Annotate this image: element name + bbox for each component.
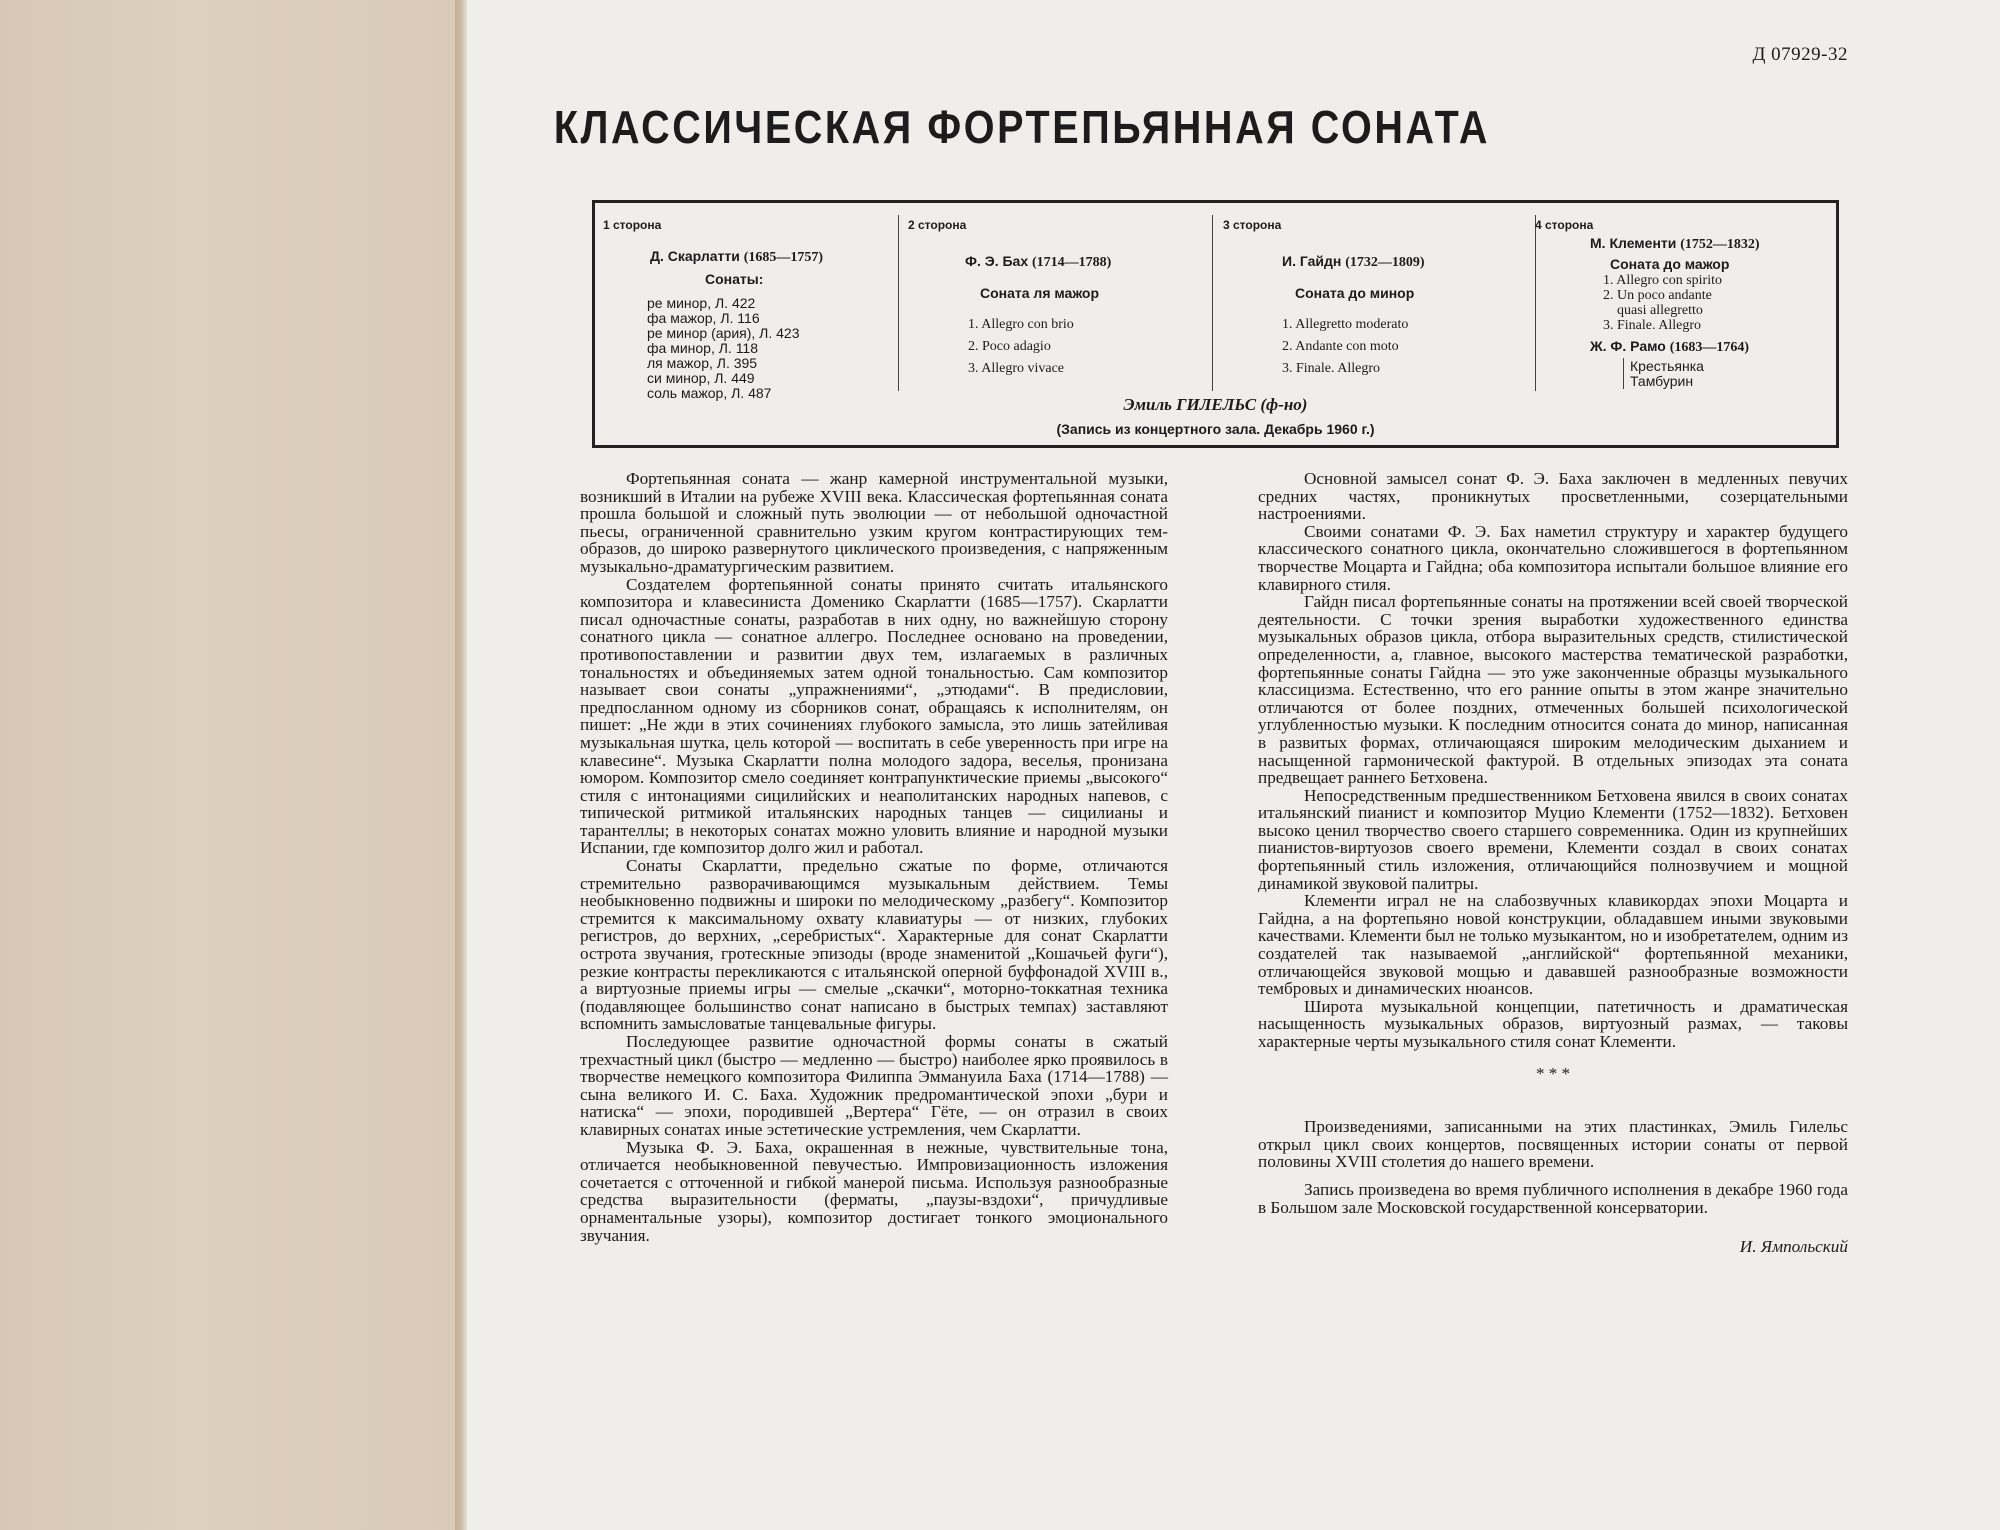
track-item: соль мажор, Л. 487 [647, 385, 772, 401]
side-4 [1527, 213, 1837, 393]
text-column-left [580, 470, 1168, 1244]
composer-years: (1685—1757) [743, 250, 824, 265]
composer-years: (1732—1809) [1345, 255, 1425, 270]
composer-years: (1752—1832) [1680, 237, 1760, 252]
composer-name: И. Гайдн [1282, 253, 1342, 269]
composer-years: (1714—1788) [1032, 255, 1112, 270]
track-item: ля мажор, Л. 395 [647, 355, 758, 371]
track-item: 1. Allegretto moderato [1282, 317, 1409, 332]
track-item: quasi allegretto [1617, 303, 1703, 318]
paragraph: Клементи играл не на слабозвучных клавикордах эпохи Моцарта и Гайдна, а на фортепьяно новой конструкции, обладавшем иными звуковыми качествами. Клементи был не только музыкантом, но и изобретателем, одним из создателей так называемой „английской“ фортепьянной механики, отличающейся звуковой мощью и дававшей разнообразные возможности тембровых и динамических нюансов. [1258, 891, 1848, 999]
side-1 [595, 213, 895, 401]
paragraph: Произведениями, записанными на этих пластинках, Эмиль Гилельс открыл цикл своих концертов, посвященных истории сонаты от первой половины XVIII столетия до нашего времени. [1258, 1117, 1848, 1172]
track-item: 3. Finale. Allegro [1603, 318, 1701, 333]
track-item: фа мажор, Л. 116 [647, 310, 760, 326]
track-item: 3. Allegro vivace [968, 361, 1065, 376]
paragraph: Гайдн писал фортепьянные сонаты на протяжении всей своей творческой деятельности. С точки зрения выработки художественного единства музыкальных образов цикла, отбора выразительных средств, стилистической определенности, а, главное, высокого мастерства тематической разработки, фортепьянные сонаты Гайдна — это уже законченные образцы музыкального классицизма. Естественно, что его ранние опыты в этом жанре значительно отличаются от более поздних, отмеченных большей психологической углубленностью музыки. К последним относится соната до минор, написанная в развитых формах, отличающаяся широким мелодическим дыханием и насыщенной гармонической фактурой. В отдельных эпизодах эта соната предвещает раннего Бетховена. [1258, 592, 1848, 788]
track-item: 1. Allegro con brio [968, 317, 1074, 332]
paragraph: Широта музыкальной концепции, патетичность и драматическая насыщенность музыкальных образов, виртуозный размах, — таковы характерные черты музыкального стиля сонат Клементи. [1258, 996, 1848, 1051]
side-4-label: 4 сторона [1535, 218, 1594, 232]
side-3-composer [1282, 253, 1425, 271]
side-3-heading: Соната до минор [1295, 285, 1415, 301]
sleeve-cardboard [0, 0, 455, 1530]
side-divider [1212, 215, 1213, 391]
paragraph: Музыка Ф. Э. Баха, окрашенная в нежные, чувствительные тона, отличается необыкновенной певучестью. Импровизационность изложения сочетается с отточенной и гибкой манерой письма. Используя разнообразные средства выразительности (ферматы, „паузы-вздохи“, причудливые орнаментальные узоры), композитор достигает тонкого эмоционального звучания. [580, 1137, 1168, 1245]
paragraph: Сонаты Скарлатти, предельно сжатые по форме, отличаются стремительно разворачивающимся музыкальным действием. Темы необыкновенно подвижны и широки по мелодическому „разбегу“. Композитор стремится к максимальному охвату клавиатуры — от низких, глубоких регистров, до верхних, „серебристых“. Характерные для сонат Скарлатти острота звучания, гротескные эпизоды (вроде знаменитой „Кошачьей фуги“), резкие контрасты перекликаются с итальянской оперной буффонадой XVIII в., а виртуозные приемы игры — смелые „скачки“, моторно-токкатная техника (подавляющее большинство сонат написано в быстрых темпах) заставляют вспомнить замысловатые танцевальные фигуры. [580, 856, 1168, 1034]
track-item: 3. Finale. Allegro [1282, 361, 1380, 376]
side-2-composer [965, 253, 1111, 271]
side-4-composer-2 [1590, 338, 1749, 356]
track-item: Крестьянка [1623, 358, 1704, 374]
performer: Эмиль ГИЛЕЛЬС (ф-но) [1123, 395, 1308, 414]
text-column-right [1258, 470, 1848, 1256]
paragraph: Основной замысел сонат Ф. Э. Баха заключен в медленных певучих средних частях, проникнутых просветленными, созерцательными настроениями. [1258, 469, 1848, 524]
track-item: си минор, Л. 449 [647, 370, 755, 386]
paragraph: Создателем фортепьянной сонаты принято считать итальянского композитора и клавесиниста Доменико Скарлатти (1685—1757). Скарлатти писал одночастные сонаты, разработав в них одну, но важнейшую сторону сонатного цикла — сонатное аллегро. Последнее основано на проведении, противопоставлении и развитии двух тем, излагаемых в различных тональностях и объединяемых затем одной тональностью. Сам композитор называет свои сонаты „упражнениями“, „этюдами“. В предисловии, предпосланном одному из сборников сонат, обращаясь к исполнителям, он пишет: „Не жди в этих сочинениях глубокого замысла, это лишь затейливая музыкальная шутка, цель которой — воспитать в себе уверенность при игре на клавесине“. Музыка Скарлатти полна молодого задора, веселья, пронизана юмором. Композитор смело соединяет контрапунктические приемы „высокого“ стиля с интонациями сицилийских и неаполитанских народных напевов, с типической ритмикой итальянских народных танцев — сицилианы и тарантеллы; в некоторых сонатах можно уловить влияние и народной музыки Испании, где композитор долго жил и работал. [580, 574, 1168, 858]
side-1-heading: Сонаты: [705, 271, 764, 287]
side-4-composer [1590, 235, 1760, 253]
track-item: 2. Poco adagio [968, 339, 1051, 354]
sleeve-edge [455, 0, 467, 1530]
track-item: 2. Un poco andante [1603, 288, 1712, 303]
side-2 [900, 213, 1210, 393]
track-item: 1. Allegro con spirito [1603, 273, 1722, 288]
side-1-composer [650, 248, 823, 266]
track-item: 2. Andante con moto [1282, 339, 1399, 354]
paragraph: Фортепьянная соната — жанр камерной инструментальной музыки, возникший в Италии на рубеже XVIII века. Классическая фортепьянная соната прошла большой и сложный путь эволюции — от небольшой одночастной пьесы, ограниченной сравнительно узким кругом контрастирующих тем-образов, до широко развернутого циклического произведения, с напряженным музыкально-драматургическим развитием. [580, 469, 1168, 576]
track-item: Тамбурин [1623, 373, 1693, 389]
side-2-heading: Соната ля мажор [980, 285, 1100, 301]
track-item: ре минор (ария), Л. 423 [647, 325, 800, 341]
composer-years: (1683—1764) [1669, 340, 1750, 355]
composer-name: Д. Скарлатти [650, 248, 740, 264]
side-1-label: 1 сторона [603, 218, 662, 232]
author-signature: И. Ямпольский [1739, 1237, 1848, 1257]
side-3 [1215, 213, 1525, 393]
track-item: фа минор, Л. 118 [647, 340, 759, 356]
paragraph: Непосредственным предшественником Бетховена явился в своих сонатах итальянский пианист и композитор Муцио Клементи (1752—1832). Бетховен высоко ценил творчество своего старшего современника. Один из крупнейших пианистов-виртуозов своего времени, Клементи создал в своих сонатах фортепьянный стиль изложения, отличающийся полнозвучием и мощной динамикой звуковой палитры. [1258, 785, 1848, 893]
side-2-label: 2 сторона [908, 218, 967, 232]
recording-note: (Запись из концертного зала. Декабрь 1960 г.) [1056, 421, 1375, 437]
section-separator: * * * [1536, 1063, 1570, 1083]
composer-name: Ж. Ф. Рамо [1590, 338, 1666, 354]
program-box [592, 200, 1839, 448]
paragraph: Последующее развитие одночастной формы сонаты в сжатый трехчастный цикл (быстро — медленно — быстро) наиболее ярко проявилось в творчестве немецкого композитора Филиппа Эммануила Баха (1714—1788) — сына великого И. С. Баха. Художник предромантической эпохи „бури и натиска“ — эпохи, породившей „Вертера“ Гёте, — он отразил в своих клавирных сонатах иные эстетические устремления, чем Скарлатти. [580, 1032, 1168, 1139]
catalog-number: Д 07929-32 [1752, 44, 1848, 65]
side-4-heading: Соната до мажор [1610, 256, 1730, 272]
page-title: КЛАССИЧЕСКАЯ ФОРТЕПЬЯННАЯ СОНАТА [553, 101, 1491, 153]
side-divider [898, 215, 899, 391]
composer-name: Ф. Э. Бах [965, 253, 1029, 269]
composer-name: М. Клементи [1590, 235, 1677, 251]
paragraph: Своими сонатами Ф. Э. Бах наметил структуру и характер будущего классического сонатного цикла, окончательно сложившегося в фортепьянном творчестве Моцарта и Гайдна; оба композитора испытали большое влияние его клавирного стиля. [1258, 521, 1848, 594]
track-item: ре минор, Л. 422 [647, 295, 756, 311]
side-3-label: 3 сторона [1223, 218, 1282, 232]
paragraph: Запись произведена во время публичного исполнения в декабре 1960 года в Большом зале Московской государственной консерватории. [1258, 1179, 1848, 1217]
